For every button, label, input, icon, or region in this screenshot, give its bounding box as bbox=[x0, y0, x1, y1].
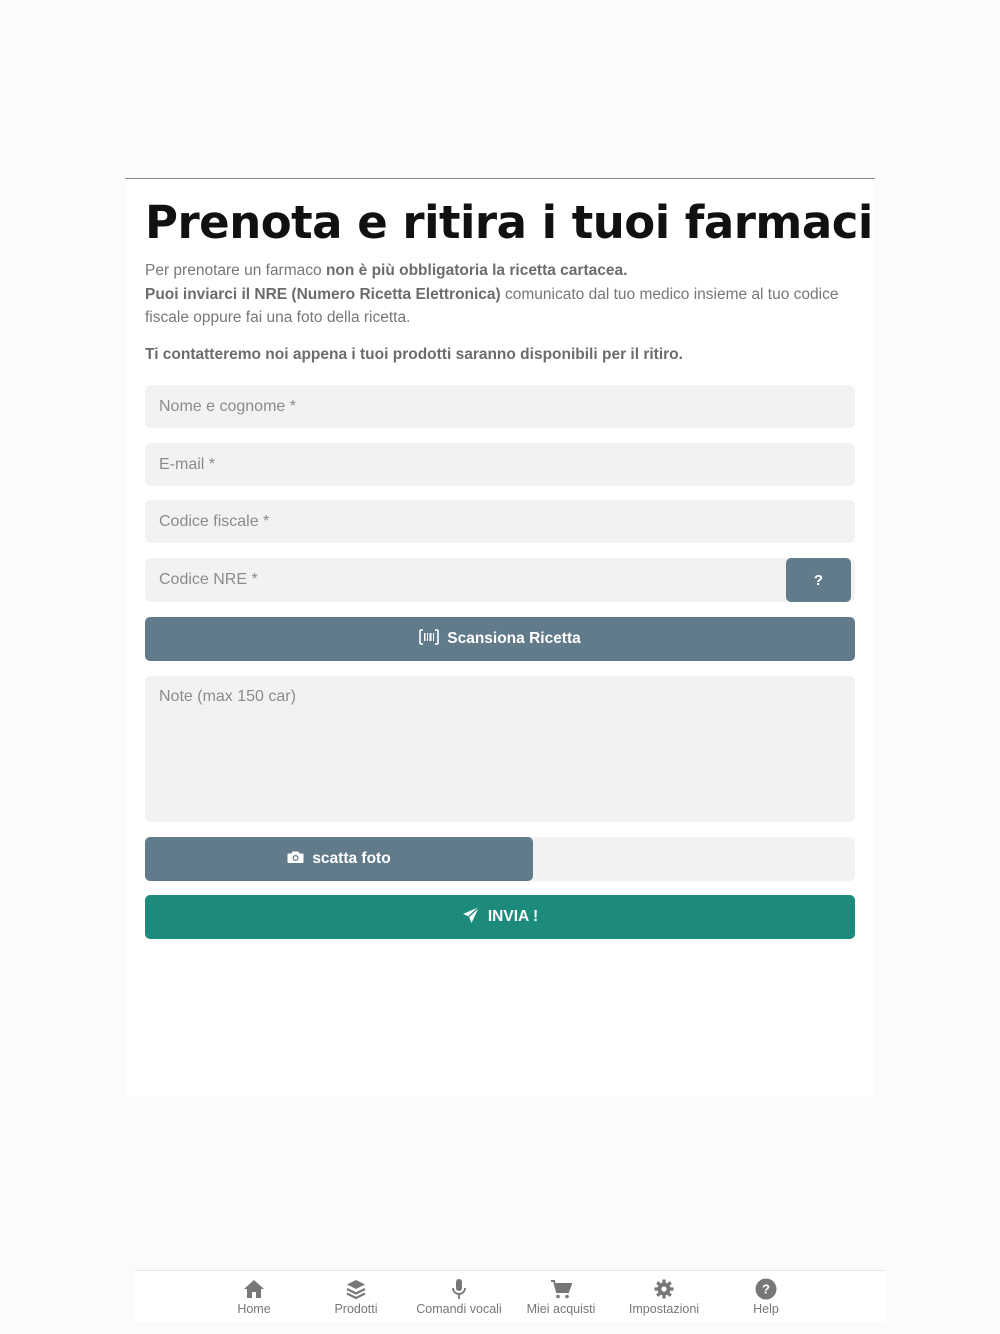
intro-line2-bold: Puoi inviarci il NRE (Numero Ricetta Elettronica) bbox=[145, 285, 501, 303]
send-button[interactable] bbox=[145, 895, 855, 939]
tab-settings[interactable] bbox=[609, 1277, 719, 1316]
nre-help-button[interactable]: ? bbox=[786, 558, 851, 602]
nre-row bbox=[145, 558, 855, 602]
take-photo-button[interactable] bbox=[145, 837, 533, 881]
scan-prescription-button[interactable] bbox=[145, 617, 855, 661]
tab-my-purchases[interactable] bbox=[506, 1277, 616, 1316]
cart-icon bbox=[549, 1277, 573, 1301]
availability-notice: Ti contatteremo noi appena i tuoi prodotti saranno disponibili per il ritiro. bbox=[145, 346, 683, 363]
tab-products-label: Prodotti bbox=[334, 1302, 378, 1316]
tab-home[interactable] bbox=[199, 1277, 309, 1316]
tab-settings-label: Impostazioni bbox=[628, 1302, 700, 1316]
tab-home-label: Home bbox=[237, 1302, 271, 1316]
intro-text bbox=[145, 259, 860, 330]
fiscal-code-field[interactable] bbox=[145, 500, 855, 543]
photo-row bbox=[145, 837, 855, 881]
tab-help-label: Help bbox=[753, 1302, 779, 1316]
layers-icon bbox=[344, 1277, 368, 1301]
tab-voice-commands[interactable] bbox=[404, 1277, 514, 1316]
name-field[interactable] bbox=[145, 385, 855, 428]
barcode-icon bbox=[419, 629, 439, 650]
email-field[interactable] bbox=[145, 443, 855, 486]
tab-products[interactable] bbox=[301, 1277, 411, 1316]
tab-my-purchases-label: Miei acquisti bbox=[526, 1302, 596, 1316]
page-title: Prenota e ritira i tuoi farmaci bbox=[145, 196, 873, 249]
camera-icon bbox=[287, 850, 304, 869]
home-icon bbox=[242, 1277, 266, 1301]
nre-field[interactable] bbox=[145, 558, 785, 602]
microphone-icon bbox=[447, 1277, 471, 1301]
send-icon bbox=[462, 906, 480, 929]
tab-voice-commands-label: Comandi vocali bbox=[416, 1302, 502, 1316]
note-field[interactable] bbox=[145, 676, 855, 822]
gear-icon bbox=[652, 1277, 676, 1301]
send-label: INVIA ! bbox=[487, 908, 539, 925]
bottom-tab-bar bbox=[135, 1270, 885, 1322]
booking-card bbox=[125, 178, 875, 1096]
tab-help[interactable] bbox=[711, 1277, 821, 1316]
intro-line2-normal: comunicato dal tuo medico insieme al tuo codice fiscale oppure fai una foto della ricetta. bbox=[145, 285, 839, 326]
take-photo-label: scatta foto bbox=[312, 850, 391, 867]
intro-line1-normal: Per prenotare un farmaco bbox=[145, 262, 326, 279]
scan-prescription-label: Scansiona Ricetta bbox=[447, 630, 581, 647]
intro-line1-bold: non è più obbligatoria la ricetta cartacea. bbox=[325, 262, 628, 279]
svg-text:?: ? bbox=[762, 1281, 770, 1297]
help-icon bbox=[754, 1277, 778, 1301]
